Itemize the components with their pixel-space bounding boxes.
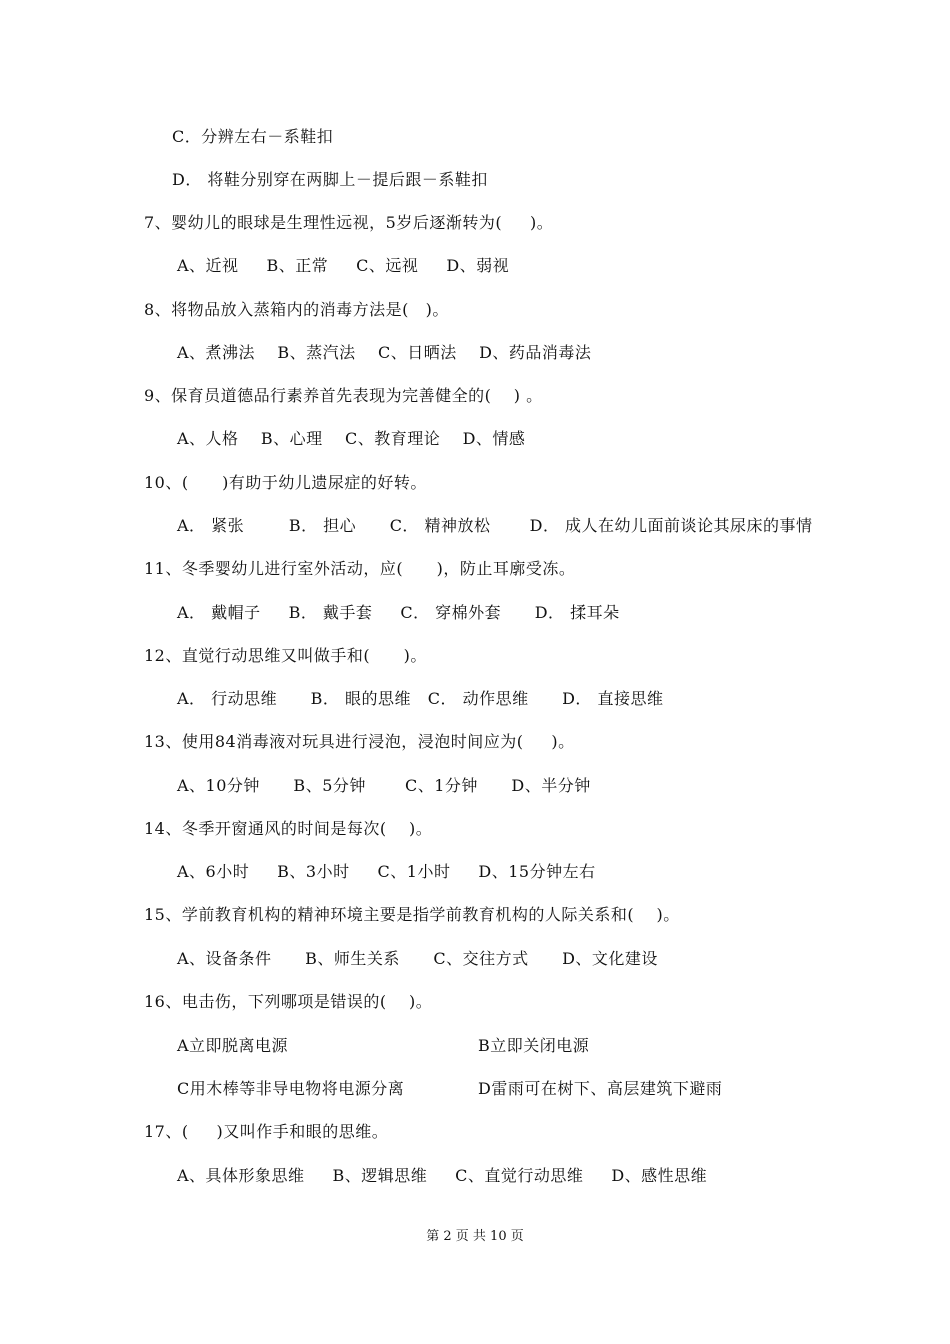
question-8: 8、将物品放入蒸箱内的消毒方法是( )。 xyxy=(144,300,449,319)
question-16-option-b: B立即关闭电源 xyxy=(478,1036,590,1055)
question-16-option-d: D雷雨可在树下、高层建筑下避雨 xyxy=(478,1079,723,1098)
question-12-options: A． 行动思维 B． 眼的思维 C． 动作思维 D． 直接思维 xyxy=(177,689,664,708)
question-15: 15、学前教育机构的精神环境主要是指学前教育机构的人际关系和( )。 xyxy=(144,905,680,924)
question-11-options: A． 戴帽子 B． 戴手套 C． 穿棉外套 D． 揉耳朵 xyxy=(177,603,620,622)
question-14-options: A、6小时 B、3小时 C、1小时 D、15分钟左右 xyxy=(177,862,596,881)
question-17: 17、( )又叫作手和眼的思维。 xyxy=(144,1122,389,1141)
question-10-options: A． 紧张 B． 担心 C． 精神放松 D． 成人在幼儿面前谈论其尿床的事情 xyxy=(177,516,813,535)
question-16: 16、电击伤，下列哪项是错误的( )。 xyxy=(144,992,433,1011)
question-9-options: A、人格 B、心理 C、教育理论 D、情感 xyxy=(177,429,526,448)
page-footer: 第 2 页 共 10 页 xyxy=(426,1229,524,1244)
question-16-option-c: C用木棒等非导电物将电源分离 xyxy=(177,1079,405,1098)
question-12: 12、直觉行动思维又叫做手和( )。 xyxy=(144,646,427,665)
question-10: 10、( )有助于幼儿遗尿症的好转。 xyxy=(144,473,427,492)
question-16-option-a: A立即脱离电源 xyxy=(177,1036,289,1055)
question-13: 13、使用84消毒液对玩具进行浸泡，浸泡时间应为( )。 xyxy=(144,732,575,751)
question-13-options: A、10分钟 B、5分钟 C、1分钟 D、半分钟 xyxy=(177,776,591,795)
option-line: C．分辨左右－系鞋扣 xyxy=(172,127,334,146)
question-7: 7、婴幼儿的眼球是生理性远视，5岁后逐渐转为( )。 xyxy=(144,213,554,232)
option-line: D． 将鞋分别穿在两脚上－提后跟－系鞋扣 xyxy=(172,170,488,189)
question-8-options: A、煮沸法 B、蒸汽法 C、日晒法 D、药品消毒法 xyxy=(177,343,592,362)
question-7-options: A、近视 B、正常 C、远视 D、弱视 xyxy=(177,256,510,275)
question-14: 14、冬季开窗通风的时间是每次( )。 xyxy=(144,819,433,838)
question-9: 9、保育员道德品行素养首先表现为完善健全的( ) 。 xyxy=(144,386,543,405)
question-15-options: A、设备条件 B、师生关系 C、交往方式 D、文化建设 xyxy=(177,949,658,968)
question-17-options: A、具体形象思维 B、逻辑思维 C、直觉行动思维 D、感性思维 xyxy=(177,1166,708,1185)
question-11: 11、冬季婴幼儿进行室外活动，应( )，防止耳廓受冻。 xyxy=(144,559,576,578)
